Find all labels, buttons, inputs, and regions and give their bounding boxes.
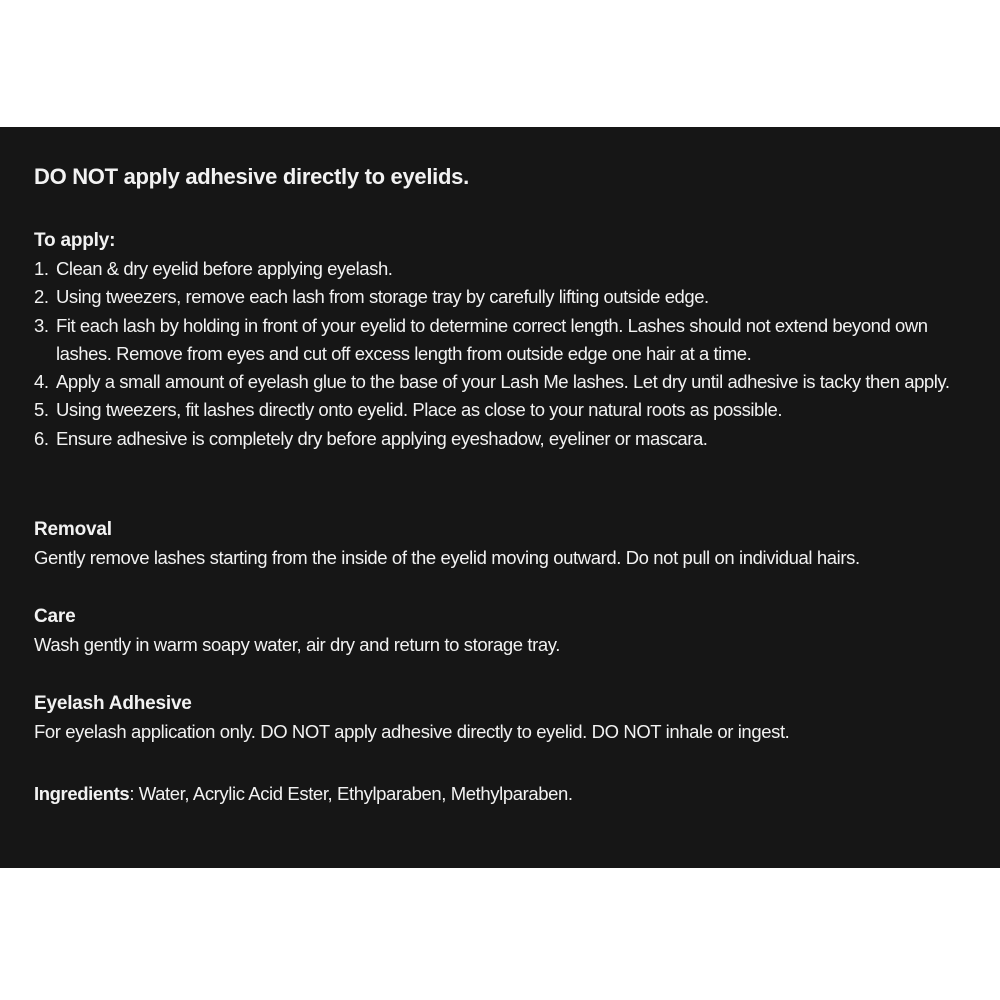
- removal-text: Gently remove lashes starting from the inside of the eyelid moving outward. Do not pull on individual hairs.: [34, 547, 860, 568]
- step-text: Fit each lash by holding in front of your eyelid to determine correct length. Lashes should not extend beyond own lashes. Remove from eyes and cut off excess length from outside edge one hair at a time.: [56, 314, 928, 364]
- step-text: Apply a small amount of eyelash glue to the base of your Lash Me lashes. Let dry until adhesive is tacky then apply.: [56, 371, 950, 393]
- care-section: [34, 603, 1000, 659]
- step-number: 6.: [34, 427, 49, 449]
- ingredients-line: [34, 780, 1000, 808]
- step-item: [34, 368, 976, 396]
- instruction-card: [0, 127, 1000, 868]
- step-text: Using tweezers, fit lashes directly onto eyelid. Place as close to your natural roots as possible.: [56, 399, 783, 421]
- warning-title: DO NOT apply adhesive directly to eyelids.: [34, 164, 469, 189]
- step-number: 5.: [34, 399, 49, 421]
- step-item: [34, 255, 976, 283]
- apply-heading: To apply:: [34, 230, 116, 251]
- step-number: 1.: [34, 258, 49, 279]
- adhesive-text: For eyelash application only. DO NOT apply adhesive directly to eyelid. DO NOT inhale or ingest.: [34, 721, 790, 742]
- ingredients-text: : Water, Acrylic Acid Ester, Ethylparaben, Methylparaben.: [129, 783, 573, 804]
- adhesive-heading: Eyelash Adhesive: [34, 693, 192, 714]
- removal-section: [34, 516, 1000, 572]
- apply-steps-list: [34, 255, 1000, 453]
- step-item: [34, 396, 976, 424]
- step-item: [34, 283, 976, 311]
- removal-heading: Removal: [34, 519, 112, 540]
- apply-section: [34, 227, 1000, 453]
- care-text: Wash gently in warm soapy water, air dry and return to storage tray.: [34, 634, 560, 655]
- step-text: Using tweezers, remove each lash from storage tray by carefully lifting outside edge.: [56, 286, 709, 308]
- step-number: 3.: [34, 314, 49, 336]
- adhesive-section: [34, 690, 1000, 746]
- ingredients-section: [34, 780, 1000, 808]
- step-text: Ensure adhesive is completely dry before applying eyeshadow, eyeliner or mascara.: [56, 427, 708, 449]
- step-number: 4.: [34, 371, 49, 393]
- step-text: Clean & dry eyelid before applying eyelash.: [56, 258, 393, 279]
- step-number: 2.: [34, 286, 49, 308]
- step-item: [34, 312, 976, 369]
- ingredients-label: Ingredients: [34, 783, 130, 804]
- step-item: [34, 425, 976, 453]
- care-heading: Care: [34, 606, 76, 627]
